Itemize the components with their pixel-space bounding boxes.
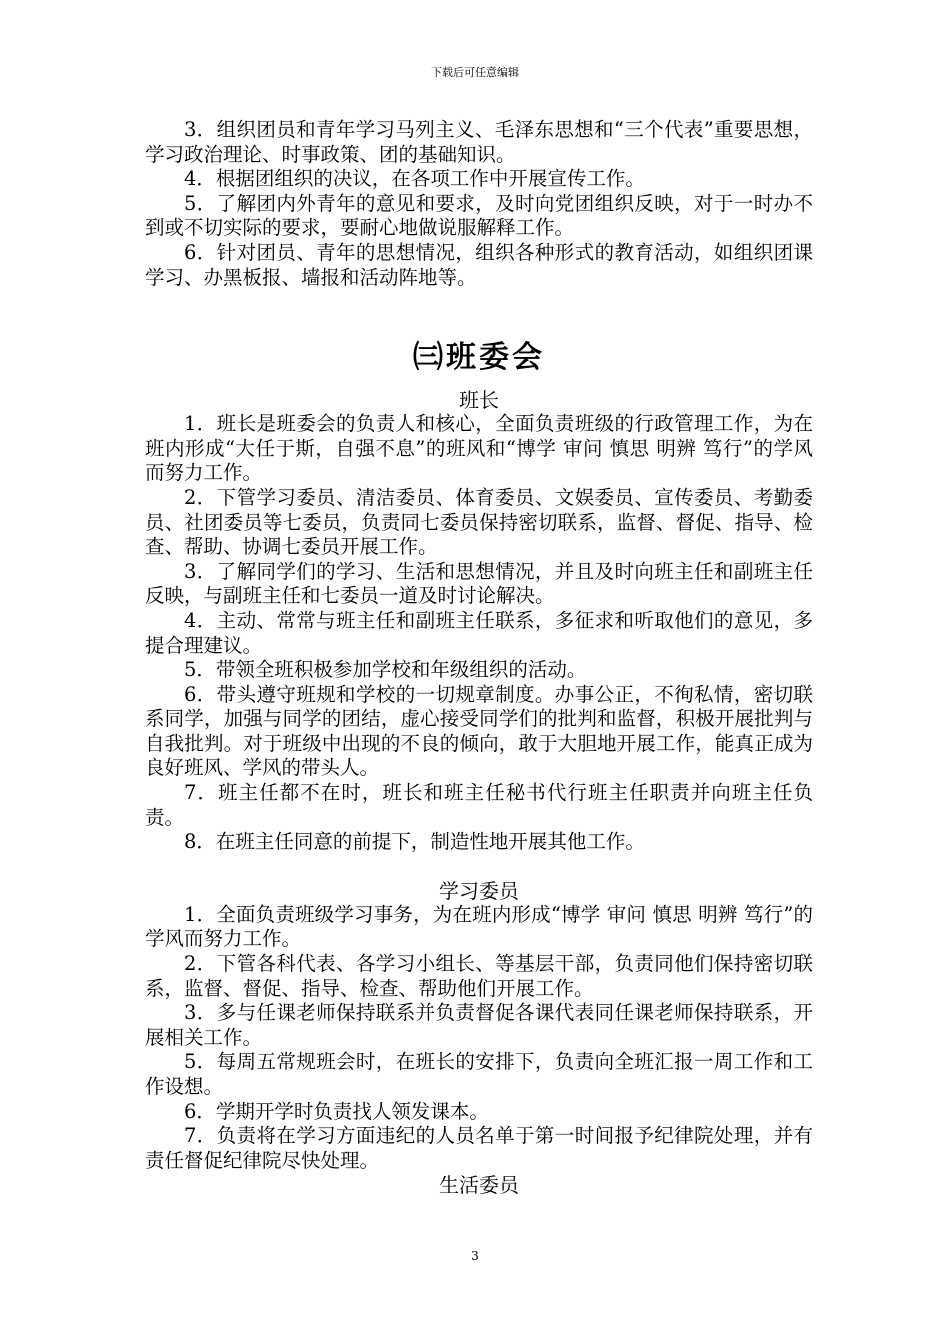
list-item: 1．全面负责班级学习事务，为在班内形成“博学 审问 慎思 明辨 笃行”的学风而努力工作。 xyxy=(145,902,813,951)
page-number: 3 xyxy=(471,1249,479,1263)
list-item: 3．了解同学们的学习、生活和思想情况，并且及时向班主任和副班主任反映，与副班主任和七委员一道及时讨论解决。 xyxy=(145,559,813,608)
monitor-heading: 班长 xyxy=(459,388,499,413)
list-item: 2．下管学习委员、清洁委员、体育委员、文娱委员、宣传委员、考勤委员、社团委员等七委员，负责同七委员保持密切联系，监督、督促、指导、检查、帮助、协调七委员开展工作。 xyxy=(145,485,813,559)
list-item: 7．班主任都不在时，班长和班主任秘书代行班主任职责并向班主任负责。 xyxy=(145,781,813,829)
section-title: ㈢班委会 xyxy=(413,340,545,376)
list-item: 4．根据团组织的决议，在各项工作中开展宣传工作。 xyxy=(184,167,645,191)
list-item: 5．了解团内外青年的意见和要求，及时向党团组织反映，对于一时办不到或不切实际的要求，要耐心地做说服解释工作。 xyxy=(145,191,813,240)
life-heading: 生活委员 xyxy=(439,1173,519,1198)
list-item: 6．带头遵守班规和学校的一切规章制度。办事公正，不徇私情，密切联系同学，加强与同学的团结，虚心接受同学们的批判和监督，积极开展批判与自我批判。对于班级中出现的不良的倾向，敢于大胆地开展工作，能真正成为良好班风、学风的带头人。 xyxy=(145,682,813,780)
list-item: 3．多与任课老师保持联系并负责督促各课代表同任课老师保持联系，开展相关工作。 xyxy=(145,1001,813,1049)
header-note: 下载后可任意编辑 xyxy=(431,66,519,79)
document-body xyxy=(145,118,813,1197)
list-item: 8．在班主任同意的前提下，制造性地开展其他工作。 xyxy=(184,830,645,854)
list-item: 3．组织团员和青年学习马列主义、毛泽东思想和“三个代表”重要思想，学习政治理论、时事政策、团的基础知识。 xyxy=(145,118,813,166)
spacer xyxy=(145,855,813,879)
list-item: 2．下管各科代表、各学习小组长、等基层干部，负责同他们保持密切联系，监督、督促、指导、检查、帮助他们开展工作。 xyxy=(145,952,813,1000)
list-item: 6．学期开学时负责找人领发课本。 xyxy=(184,1099,489,1123)
list-item: 4．主动、常常与班主任和副班主任联系，多征求和听取他们的意见，多提合理建议。 xyxy=(145,608,813,657)
list-item: 6．针对团员、青年的思想情况，组织各种形式的教育活动，如组织团课学习、办黑板报、墙报和活动阵地等。 xyxy=(145,240,813,289)
list-item: 5．带领全班积极参加学校和年级组织的活动。 xyxy=(184,658,587,682)
list-item: 7．负责将在学习方面违纪的人员名单于第一时间报予纪律院处理，并有责任督促纪律院尽快处理。 xyxy=(145,1124,813,1172)
list-item: 1．班长是班委会的负责人和核心，全面负责班级的行政管理工作，为在班内形成“大任于斯，自强不息”的班风和“博学 审问 慎思 明辨 笃行”的学风而努力工作。 xyxy=(145,412,813,485)
list-item: 5．每周五常规班会时，在班长的安排下，负责向全班汇报一周工作和工作设想。 xyxy=(145,1050,813,1098)
study-heading: 学习委员 xyxy=(439,878,519,903)
